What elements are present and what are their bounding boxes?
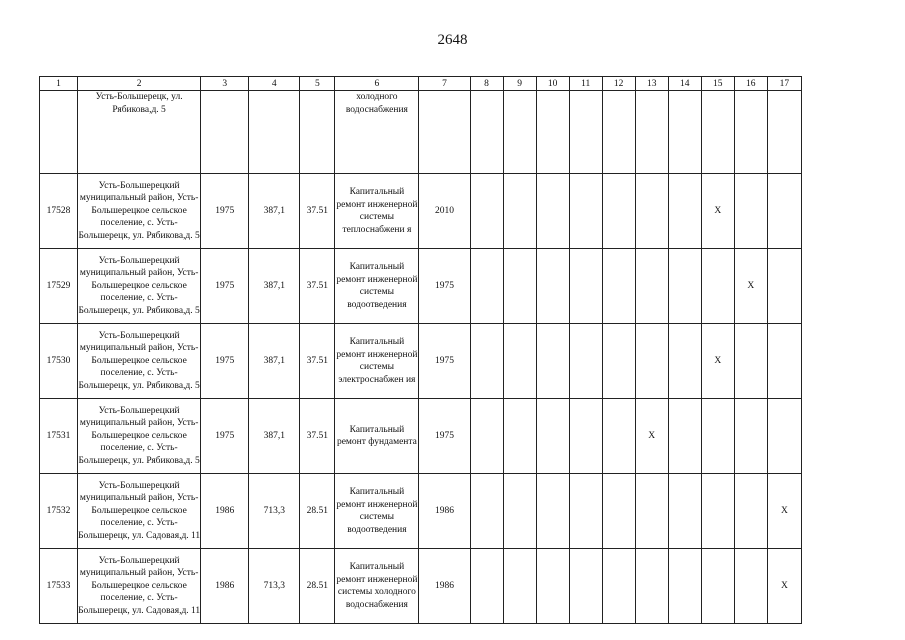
address-cell: Усть-Большерецкий муниципальный район, Усть-Большерецкое сельское поселение, с. Усть-Большерецк, ул. Рябикова,д. 5	[78, 249, 201, 324]
build-year-cell: 1975	[201, 324, 249, 399]
empty-cell-col-13	[635, 549, 668, 624]
column-header-1: 1	[40, 77, 78, 91]
area-cell: 387,1	[249, 174, 300, 249]
empty-cell-col-9	[503, 399, 536, 474]
table-row	[40, 174, 802, 249]
table-row	[40, 399, 802, 474]
repair-year-cell: 1986	[419, 549, 470, 624]
code-cell: 28.51	[300, 549, 335, 624]
empty-cell-col-17	[767, 91, 801, 174]
empty-cell-col-10	[536, 174, 569, 249]
empty-cell-col-8	[470, 174, 503, 249]
row-id-cell: 17530	[40, 324, 78, 399]
table-row	[40, 549, 802, 624]
build-year-cell: 1975	[201, 399, 249, 474]
build-year-cell	[201, 91, 249, 174]
empty-cell-col-9	[503, 474, 536, 549]
address-cell: Усть-Большерецкий муниципальный район, Усть-Большерецкое сельское поселение, с. Усть-Большерецк, ул. Садовая,д. 11	[78, 549, 201, 624]
mark-cell-col-15: X	[701, 324, 734, 399]
work-type-cell: Капитальный ремонт инженерной системы теплоснабжени я	[335, 174, 419, 249]
column-header-5: 5	[300, 77, 335, 91]
empty-cell-col-15	[701, 91, 734, 174]
empty-cell-col-11	[569, 249, 602, 324]
empty-cell-col-9	[503, 91, 536, 174]
header-row	[40, 77, 802, 91]
area-cell: 713,3	[249, 474, 300, 549]
address-cell: Усть-Большерецкий муниципальный район, Усть-Большерецкое сельское поселение, с. Усть-Большерецк, ул. Рябикова,д. 5	[78, 324, 201, 399]
empty-cell-col-11	[569, 174, 602, 249]
empty-cell-col-16	[734, 91, 767, 174]
repair-year-cell: 1975	[419, 249, 470, 324]
code-cell: 28.51	[300, 474, 335, 549]
work-type-cell: Капитальный ремонт инженерной системы водоотведения	[335, 474, 419, 549]
row-id-cell: 17528	[40, 174, 78, 249]
empty-cell-col-16	[734, 549, 767, 624]
column-header-10: 10	[536, 77, 569, 91]
mark-cell-col-13: X	[635, 399, 668, 474]
column-header-6: 6	[335, 77, 419, 91]
empty-cell-col-12	[602, 324, 635, 399]
address-cell: Усть-Большерецк, ул. Рябикова,д. 5	[78, 91, 201, 174]
column-header-14: 14	[668, 77, 701, 91]
address-cell: Усть-Большерецкий муниципальный район, Усть-Большерецкое сельское поселение, с. Усть-Большерецк, ул. Рябикова,д. 5	[78, 399, 201, 474]
column-header-9: 9	[503, 77, 536, 91]
row-id-cell: 17531	[40, 399, 78, 474]
table-row	[40, 91, 802, 174]
repair-year-cell: 1986	[419, 474, 470, 549]
empty-cell-col-12	[602, 91, 635, 174]
empty-cell-col-10	[536, 549, 569, 624]
empty-cell-col-16	[734, 474, 767, 549]
empty-cell-col-16	[734, 324, 767, 399]
empty-cell-col-15	[701, 399, 734, 474]
empty-cell-col-14	[668, 324, 701, 399]
code-cell: 37.51	[300, 249, 335, 324]
row-id-cell: 17532	[40, 474, 78, 549]
column-header-15: 15	[701, 77, 734, 91]
column-header-17: 17	[767, 77, 801, 91]
column-header-2: 2	[78, 77, 201, 91]
empty-cell-col-13	[635, 249, 668, 324]
empty-cell-col-17	[767, 399, 801, 474]
empty-cell-col-15	[701, 549, 734, 624]
work-type-cell: Капитальный ремонт инженерной системы холодного водоснабжения	[335, 549, 419, 624]
mark-cell-col-17: X	[767, 549, 801, 624]
empty-cell-col-11	[569, 399, 602, 474]
column-header-16: 16	[734, 77, 767, 91]
empty-cell-col-13	[635, 91, 668, 174]
empty-cell-col-17	[767, 249, 801, 324]
repair-year-cell	[419, 91, 470, 174]
area-cell	[249, 91, 300, 174]
build-year-cell: 1975	[201, 249, 249, 324]
column-header-13: 13	[635, 77, 668, 91]
mark-cell-col-15: X	[701, 174, 734, 249]
empty-cell-col-16	[734, 399, 767, 474]
empty-cell-col-15	[701, 249, 734, 324]
area-cell: 713,3	[249, 549, 300, 624]
empty-cell-col-10	[536, 474, 569, 549]
empty-cell-col-8	[470, 549, 503, 624]
area-cell: 387,1	[249, 249, 300, 324]
work-type-cell: Капитальный ремонт инженерной системы электроснабжен ия	[335, 324, 419, 399]
code-cell	[300, 91, 335, 174]
empty-cell-col-13	[635, 474, 668, 549]
code-cell: 37.51	[300, 174, 335, 249]
empty-cell-col-8	[470, 249, 503, 324]
table-row	[40, 249, 802, 324]
empty-cell-col-12	[602, 474, 635, 549]
empty-cell-col-14	[668, 474, 701, 549]
mark-cell-col-17: X	[767, 474, 801, 549]
page-number: 2648	[437, 32, 468, 48]
row-id-cell: 17533	[40, 549, 78, 624]
column-header-3: 3	[201, 77, 249, 91]
build-year-cell: 1986	[201, 549, 249, 624]
empty-cell-col-13	[635, 324, 668, 399]
address-cell: Усть-Большерецкий муниципальный район, Усть-Большерецкое сельское поселение, с. Усть-Большерецк, ул. Садовая,д. 11	[78, 474, 201, 549]
mark-cell-col-16: X	[734, 249, 767, 324]
build-year-cell: 1986	[201, 474, 249, 549]
empty-cell-col-13	[635, 174, 668, 249]
area-cell: 387,1	[249, 399, 300, 474]
empty-cell-col-10	[536, 324, 569, 399]
empty-cell-col-14	[668, 249, 701, 324]
column-header-11: 11	[569, 77, 602, 91]
work-type-cell: Капитальный ремонт фундамента	[335, 399, 419, 474]
empty-cell-col-12	[602, 399, 635, 474]
empty-cell-col-14	[668, 549, 701, 624]
empty-cell-col-12	[602, 249, 635, 324]
empty-cell-col-9	[503, 249, 536, 324]
empty-cell-col-8	[470, 91, 503, 174]
code-cell: 37.51	[300, 399, 335, 474]
empty-cell-col-10	[536, 91, 569, 174]
empty-cell-col-16	[734, 174, 767, 249]
repair-year-cell: 1975	[419, 399, 470, 474]
empty-cell-col-8	[470, 474, 503, 549]
column-header-4: 4	[249, 77, 300, 91]
empty-cell-col-12	[602, 549, 635, 624]
empty-cell-col-11	[569, 324, 602, 399]
code-cell: 37.51	[300, 324, 335, 399]
empty-cell-col-15	[701, 474, 734, 549]
empty-cell-col-11	[569, 91, 602, 174]
empty-cell-col-14	[668, 399, 701, 474]
empty-cell-col-17	[767, 324, 801, 399]
empty-cell-col-9	[503, 549, 536, 624]
register-table	[39, 76, 802, 624]
table-body	[40, 91, 802, 624]
row-id-cell: 17529	[40, 249, 78, 324]
column-header-8: 8	[470, 77, 503, 91]
empty-cell-col-11	[569, 549, 602, 624]
repair-year-cell: 2010	[419, 174, 470, 249]
work-type-cell: Капитальный ремонт инженерной системы водоотведения	[335, 249, 419, 324]
empty-cell-col-10	[536, 399, 569, 474]
empty-cell-col-9	[503, 324, 536, 399]
column-header-7: 7	[419, 77, 470, 91]
empty-cell-col-14	[668, 91, 701, 174]
empty-cell-col-8	[470, 399, 503, 474]
empty-cell-col-12	[602, 174, 635, 249]
table-row	[40, 474, 802, 549]
empty-cell-col-14	[668, 174, 701, 249]
empty-cell-col-9	[503, 174, 536, 249]
row-id-cell	[40, 91, 78, 174]
repair-year-cell: 1975	[419, 324, 470, 399]
work-type-cell: холодного водоснабжения	[335, 91, 419, 174]
area-cell: 387,1	[249, 324, 300, 399]
empty-cell-col-8	[470, 324, 503, 399]
empty-cell-col-10	[536, 249, 569, 324]
empty-cell-col-11	[569, 474, 602, 549]
address-cell: Усть-Большерецкий муниципальный район, Усть-Большерецкое сельское поселение, с. Усть-Большерецк, ул. Рябикова,д. 5	[78, 174, 201, 249]
empty-cell-col-17	[767, 174, 801, 249]
table-row	[40, 324, 802, 399]
build-year-cell: 1975	[201, 174, 249, 249]
column-header-12: 12	[602, 77, 635, 91]
